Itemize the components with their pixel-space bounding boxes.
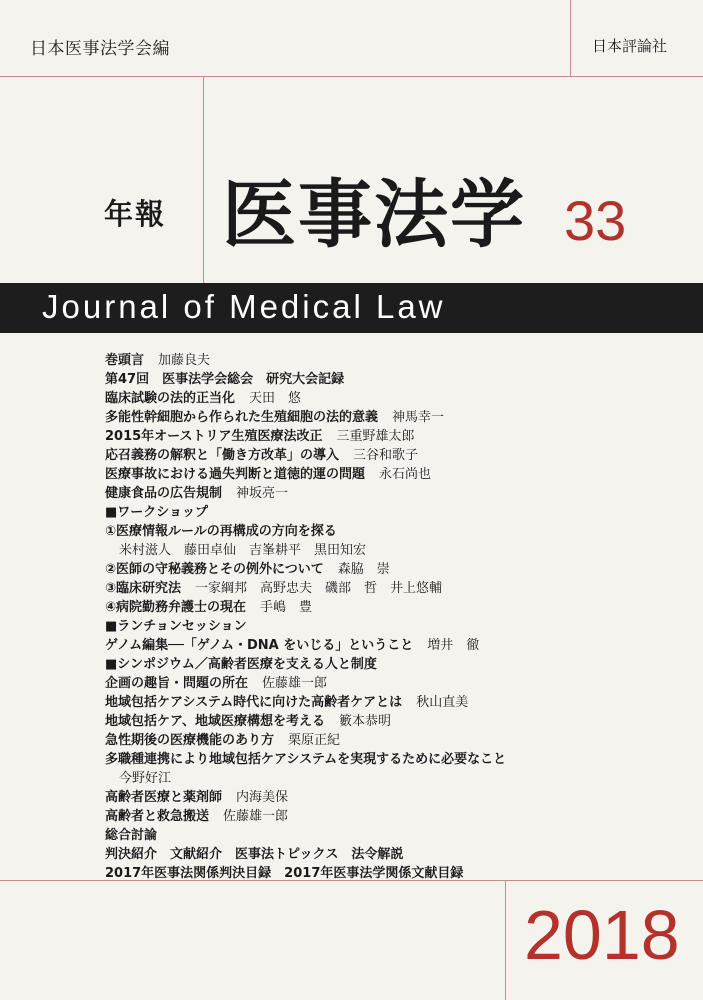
toc-entry [105, 807, 665, 826]
toc-entry-author: 三谷和歌子 [353, 448, 419, 463]
toc-entry-author: 栗原正紀 [288, 733, 341, 748]
toc-entry-author: 今野好江 [119, 771, 172, 786]
toc-entry-title: ①医療情報ルールの再構成の方向を探る [105, 524, 337, 539]
toc-entry-title: ③臨床研究法 [105, 581, 182, 596]
toc-entry-title: 多職種連携により地域包括ケアシステムを実現するために必要なこと [105, 752, 507, 767]
title-prefix: 年報 [104, 197, 167, 231]
title-divider [203, 76, 204, 283]
toc-entry-title: 多能性幹細胞から作られた生殖細胞の法的意義 [105, 410, 379, 425]
toc-entry [105, 769, 665, 788]
toc-entry-title: ④病院勤務弁護士の現在 [105, 600, 247, 615]
toc-entry [105, 503, 665, 522]
toc-entry [105, 693, 665, 712]
toc-entry [105, 427, 665, 446]
toc-entry-title: 医療事故における過失判断と道徳的運の問題 [105, 467, 366, 482]
english-title: Journal of Medical Law [42, 288, 446, 325]
toc-entry-title: 巻頭言 [105, 353, 145, 368]
toc-entry-author: 神馬幸一 [392, 410, 445, 425]
toc-entry-title: ■ランチョンセッション [105, 619, 247, 634]
toc-entry-title: 急性期後の医療機能のあり方 [105, 733, 275, 748]
toc-entry-author: 一家綱邦 高野忠夫 磯部 哲 井上悠輔 [195, 581, 443, 596]
toc-entry [105, 636, 665, 655]
toc-entry-title: 総合討論 [105, 828, 158, 843]
toc-entry-title: 地域包括ケアシステム時代に向けた高齢者ケアとは [105, 695, 403, 710]
toc-entry-author: 手嶋 豊 [260, 600, 313, 615]
toc-entry [105, 845, 665, 864]
publication-year: 2018 [524, 896, 680, 974]
toc-entry-title: 臨床試験の法的正当化 [105, 391, 236, 406]
editor-credit: 日本医事法学会編 [30, 39, 170, 59]
toc-entry-author: 天田 悠 [249, 391, 302, 406]
toc-entry [105, 864, 665, 883]
toc-entry [105, 465, 665, 484]
year-divider [505, 880, 506, 1000]
toc-entry-title: ■シンポジウム／高齢者医療を支える人と制度 [105, 657, 377, 672]
toc-entry [105, 370, 665, 389]
toc-entry-author: 佐藤雄一郎 [223, 809, 289, 824]
toc-entry-title: 健康食品の広告規制 [105, 486, 223, 501]
header-divider [570, 0, 571, 76]
toc-entry-title: 企画の趣旨・問題の所在 [105, 676, 249, 691]
toc-entry-title: 第47回 医事法学会総会 研究大会記録 [105, 372, 345, 387]
toc-entry [105, 617, 665, 636]
toc-entry [105, 712, 665, 731]
toc-entry-title: 2017年医事法関係判決目録 2017年医事法学関係文献目録 [105, 866, 464, 881]
toc-entry-title: 応召義務の解釈と「働き方改革」の導入 [105, 448, 340, 463]
toc-entry-author: 増井 徹 [427, 638, 480, 653]
toc-entry-author: 三重野雄太郎 [336, 429, 415, 444]
toc-entry-author: 米村滋人 藤田卓仙 吉峯耕平 黒田知宏 [119, 543, 367, 558]
toc-entry [105, 598, 665, 617]
toc-entry [105, 351, 665, 370]
toc-entry-author: 佐藤雄一郎 [262, 676, 328, 691]
toc-entry [105, 788, 665, 807]
toc-entry [105, 731, 665, 750]
publisher-name: 日本評論社 [592, 37, 668, 55]
toc-entry-title: ②医師の守秘義務とその例外について [105, 562, 324, 577]
toc-entry [105, 408, 665, 427]
toc-entry-title: ゲノム編集──「ゲノム・DNA をいじる」ということ [105, 638, 414, 653]
toc-entry-author: 森脇 崇 [337, 562, 390, 577]
toc-entry-author: 秋山直美 [416, 695, 469, 710]
toc-entry-title: 2015年オーストリア生殖医療法改正 [105, 429, 323, 444]
toc-entry [105, 655, 665, 674]
toc-entry [105, 446, 665, 465]
toc-entry [105, 560, 665, 579]
top-rule [0, 76, 703, 77]
toc-entry [105, 541, 665, 560]
volume-number: 33 [564, 189, 627, 252]
toc-entry-author: 内海美保 [236, 790, 289, 805]
toc-entry-author: 籔本恭明 [338, 714, 391, 729]
toc-entry [105, 826, 665, 845]
toc-entry [105, 522, 665, 541]
table-of-contents [105, 351, 665, 883]
toc-entry [105, 674, 665, 693]
toc-entry-author: 加藤良夫 [158, 353, 211, 368]
journal-title: 医事法学 [222, 172, 526, 258]
toc-entry-author: 永石尚也 [379, 467, 432, 482]
toc-entry-title: ■ワークショップ [105, 505, 209, 520]
toc-entry [105, 484, 665, 503]
toc-entry-author: 神坂亮一 [236, 486, 289, 501]
toc-entry [105, 389, 665, 408]
toc-entry-title: 高齢者と救急搬送 [105, 809, 210, 824]
toc-entry-title: 地域包括ケア、地域医療構想を考える [105, 714, 325, 729]
toc-entry [105, 579, 665, 598]
toc-entry-title: 判決紹介 文献紹介 医事法トピックス 法令解説 [105, 847, 404, 862]
toc-entry-title: 高齢者医療と薬剤師 [105, 790, 223, 805]
toc-entry [105, 750, 665, 769]
